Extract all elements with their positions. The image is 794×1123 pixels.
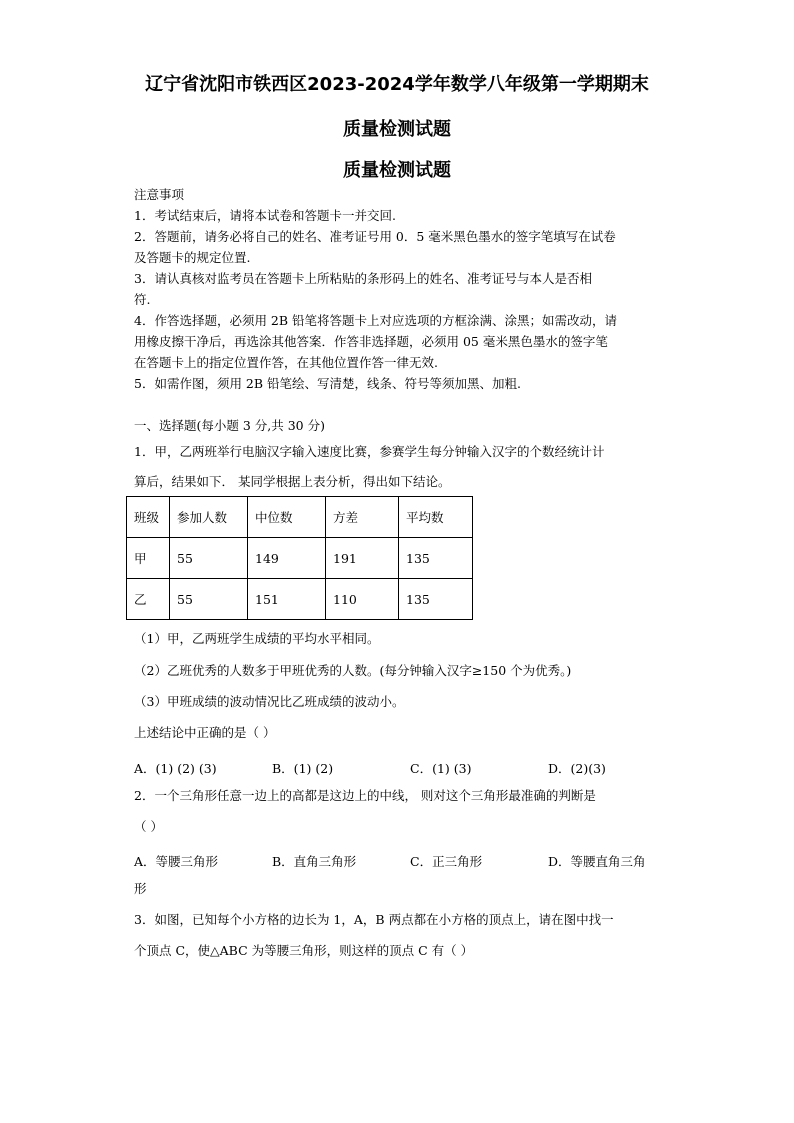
- option-d: D．等腰直角三角: [548, 854, 646, 869]
- option-b: B．(1) (2): [272, 761, 334, 776]
- table-header-cell: 方差: [326, 497, 399, 538]
- notice-heading: 注意事项: [134, 187, 185, 202]
- section-heading: 一、选择题(每小题 3 分,共 30 分): [134, 418, 325, 433]
- table-cell: 110: [326, 579, 399, 620]
- table-header-cell: 中位数: [248, 497, 326, 538]
- table-header-row: [127, 497, 473, 538]
- question-2-text: 2．一个三角形任意一边上的高都是这边上的中线， 则对这个三角形最准确的判断是: [134, 788, 596, 803]
- option-d-wrap: 形: [134, 881, 147, 896]
- option-a: A．等腰三角形: [134, 854, 219, 869]
- table-cell: 149: [248, 538, 326, 579]
- table-row: [127, 579, 473, 620]
- option-b: B．直角三角形: [272, 854, 357, 869]
- table-cell: 55: [170, 538, 248, 579]
- question-2-text: （ ）: [134, 819, 163, 834]
- table-cell: 55: [170, 579, 248, 620]
- notice-line: 1．考试结束后，请将本试卷和答题卡一并交回.: [134, 208, 396, 223]
- question-1-text: 算后，结果如下． 某同学根据上表分析，得出如下结论。: [134, 474, 451, 489]
- option-a: A．(1) (2) (3): [134, 761, 217, 776]
- statement: （3）甲班成绩的波动情况比乙班成绩的波动小。: [134, 694, 405, 709]
- exam-title-line1: 辽宁省沈阳市铁西区2023-2024学年数学八年级第一学期期末: [145, 74, 649, 95]
- table-header-cell: 参加人数: [170, 497, 248, 538]
- question-3-text: 3．如图，已知每个小方格的边长为 1，A，B 两点都在小方格的顶点上，请在图中找一: [134, 912, 614, 927]
- score-table: [126, 496, 473, 620]
- notice-line: 在答题卡上的指定位置作答，在其他位置作答一律无效.: [134, 355, 438, 370]
- table-cell: 135: [399, 538, 473, 579]
- statement: （2）乙班优秀的人数多于甲班优秀的人数。(每分钟输入汉字≥150 个为优秀。): [134, 663, 572, 678]
- notice-line: 5．如需作图，须用 2B 铅笔绘、写清楚，线条、符号等须加黑、加粗.: [134, 376, 522, 391]
- option-c: C．(1) (3): [410, 761, 472, 776]
- question-1-stem: 上述结论中正确的是（ ）: [134, 725, 276, 740]
- exam-title-line3: 质量检测试题: [343, 160, 451, 181]
- notice-line: 用橡皮擦干净后，再选涂其他答案．作答非选择题，必须用 05 毫米黑色墨水的签字笔: [134, 334, 608, 349]
- table-cell: 191: [326, 538, 399, 579]
- notice-line: 3．请认真核对监考员在答题卡上所粘贴的条形码上的姓名、准考证号与本人是否相: [134, 271, 592, 286]
- table-header-cell: 平均数: [399, 497, 473, 538]
- option-d: D．(2)(3): [548, 761, 606, 776]
- exam-title-line2: 质量检测试题: [343, 119, 451, 140]
- question-1-text: 1．甲，乙两班举行电脑汉字输入速度比赛，参赛学生每分钟输入汉字的个数经统计计: [134, 444, 605, 459]
- notice-line: 4．作答选择题，必须用 2B 铅笔将答题卡上对应选项的方框涂满、涂黑；如需改动，请: [134, 313, 618, 328]
- option-c: C．正三角形: [410, 854, 483, 869]
- table-cell: 乙: [127, 579, 170, 620]
- table-cell: 甲: [127, 538, 170, 579]
- statement: （1）甲，乙两班学生成绩的平均水平相同。: [134, 631, 380, 646]
- table-cell: 151: [248, 579, 326, 620]
- question-3-text: 个顶点 C，使△ABC 为等腰三角形，则这样的顶点 C 有（ ）: [134, 943, 474, 958]
- notice-line: 符.: [134, 292, 151, 307]
- notice-line: 2．答题前，请务必将自己的姓名、准考证号用 0．5 毫米黑色墨水的签字笔填写在试卷: [134, 229, 616, 244]
- table-cell: 135: [399, 579, 473, 620]
- notice-line: 及答题卡的规定位置.: [134, 250, 251, 265]
- table-row: [127, 538, 473, 579]
- table-header-cell: 班级: [127, 497, 170, 538]
